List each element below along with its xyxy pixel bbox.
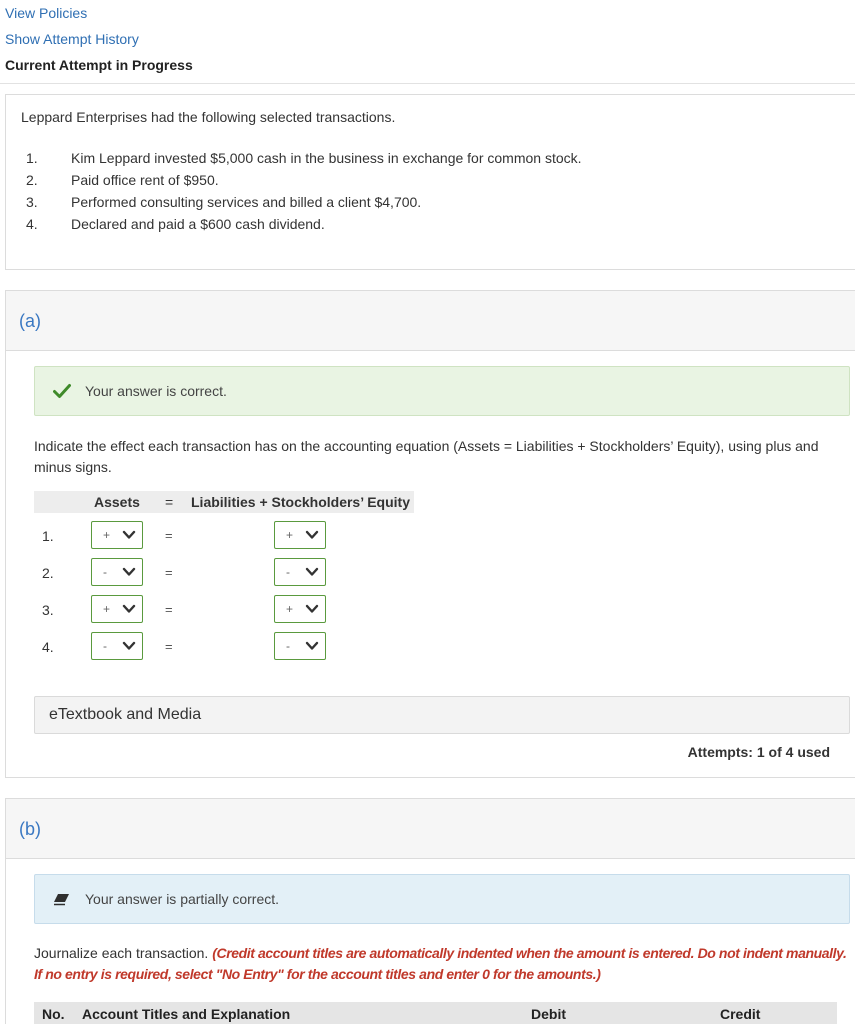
transaction-number: 4.	[26, 216, 38, 232]
selected-value: -	[103, 639, 107, 653]
assets-select[interactable]	[91, 558, 143, 586]
liabilities-equity-select[interactable]	[274, 521, 326, 549]
part-b-label: (b)	[19, 819, 41, 839]
account-titles-column-header: Account Titles and Explanation	[82, 1006, 291, 1022]
credit-column-header: Credit	[720, 1006, 761, 1022]
problem-statement	[5, 94, 855, 270]
chevron-down-icon	[305, 567, 319, 577]
instruction-note: (Credit account titles are automatically indented when the amount is entered. Do not indent manually. If no entry is required, select "No Entry" for the account titles and enter 0 for the amounts.)	[34, 945, 847, 982]
part-b-panel	[5, 798, 855, 1024]
selected-value: +	[103, 602, 111, 616]
assets-header: Assets	[94, 494, 140, 510]
chevron-down-icon	[305, 604, 319, 614]
show-attempt-history-link[interactable]: Show Attempt History	[5, 31, 139, 47]
chevron-down-icon	[122, 641, 136, 651]
eraser-icon	[53, 891, 71, 907]
part-b-header	[6, 799, 855, 859]
liabilities-equity-header: Liabilities + Stockholders’ Equity	[191, 494, 411, 510]
row-number: 1.	[42, 528, 54, 544]
transaction-number: 3.	[26, 194, 38, 210]
equation-row	[34, 595, 414, 625]
equals-header: =	[165, 494, 174, 510]
partial-feedback	[34, 874, 850, 924]
journal-table-header	[34, 1002, 837, 1024]
chevron-down-icon	[305, 641, 319, 651]
part-b-instruction	[34, 943, 849, 985]
equation-row	[34, 521, 414, 551]
debit-column-header: Debit	[531, 1006, 566, 1022]
attempt-nav	[0, 0, 855, 84]
part-a-header	[6, 291, 855, 351]
selected-value: +	[286, 602, 294, 616]
chevron-down-icon	[122, 604, 136, 614]
chevron-down-icon	[305, 530, 319, 540]
part-a-panel	[5, 290, 855, 778]
transaction-text: Paid office rent of $950.	[71, 172, 219, 188]
row-number: 3.	[42, 602, 54, 618]
checkmark-icon	[53, 383, 71, 399]
assets-select[interactable]	[91, 595, 143, 623]
view-policies-link[interactable]: View Policies	[5, 5, 88, 21]
equals-sign: =	[165, 602, 173, 617]
part-a-label: (a)	[19, 311, 41, 331]
assets-select[interactable]	[91, 632, 143, 660]
row-number: 2.	[42, 565, 54, 581]
liabilities-equity-select[interactable]	[274, 558, 326, 586]
feedback-text: Your answer is partially correct.	[85, 891, 280, 907]
feedback-text: Your answer is correct.	[85, 383, 227, 399]
equals-sign: =	[165, 528, 173, 543]
chevron-down-icon	[122, 530, 136, 540]
transaction-text: Declared and paid a $600 cash dividend.	[71, 216, 325, 232]
transaction-number: 1.	[26, 150, 38, 166]
selected-value: -	[286, 565, 290, 579]
equation-row	[34, 632, 414, 662]
current-attempt-label: Current Attempt in Progress	[5, 57, 193, 73]
liabilities-equity-select[interactable]	[274, 595, 326, 623]
problem-intro: Leppard Enterprises had the following selected transactions.	[21, 109, 396, 125]
part-a-instruction: Indicate the effect each transaction has on the accounting equation (Assets = Liabilities + Stockholders’ Equity), using plus and minus signs.	[34, 438, 819, 475]
assets-select[interactable]	[91, 521, 143, 549]
equation-table-header	[34, 491, 414, 513]
liabilities-equity-select[interactable]	[274, 632, 326, 660]
equals-sign: =	[165, 565, 173, 580]
chevron-down-icon	[122, 567, 136, 577]
transaction-text: Performed consulting services and billed a client $4,700.	[71, 194, 422, 210]
equation-row	[34, 558, 414, 588]
row-number: 4.	[42, 639, 54, 655]
transaction-text: Kim Leppard invested $5,000 cash in the business in exchange for common stock.	[71, 150, 582, 166]
no-column-header: No.	[42, 1006, 65, 1022]
attempts-counter: Attempts: 1 of 4 used	[687, 744, 830, 760]
selected-value: -	[286, 639, 290, 653]
etextbook-label: eTextbook and Media	[49, 706, 202, 723]
equals-sign: =	[165, 639, 173, 654]
etextbook-media-button[interactable]	[34, 696, 850, 734]
selected-value: +	[103, 528, 111, 542]
transaction-number: 2.	[26, 172, 38, 188]
correct-feedback	[34, 366, 850, 416]
selected-value: +	[286, 528, 294, 542]
instruction-text: Journalize each transaction.	[34, 945, 213, 961]
selected-value: -	[103, 565, 107, 579]
